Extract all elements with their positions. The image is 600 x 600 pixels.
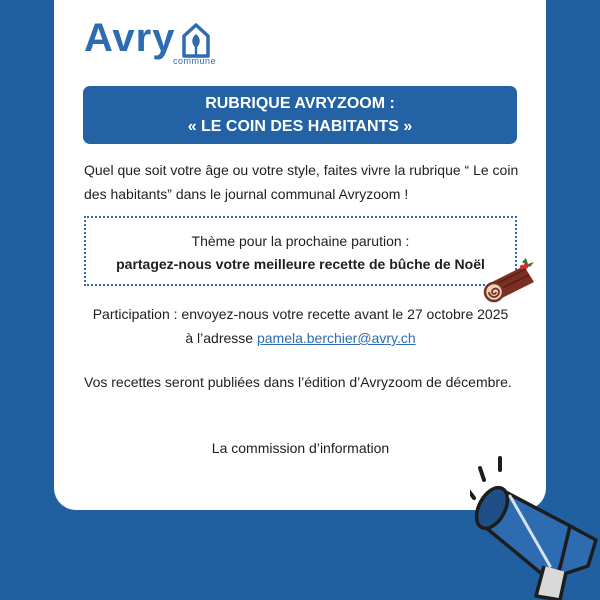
participation-line-1: Participation : envoyez-nous votre recette avant le 27 octobre 2025 [92,306,509,322]
publication-text: Vos recettes seront publiées dans l’édition d’Avryzoom de décembre. [84,374,512,390]
rubrique-title-banner [83,86,517,144]
email-link[interactable]: pamela.berchier@avry.ch [256,330,416,346]
theme-box [84,216,517,286]
title-line-1: RUBRIQUE AVRYZOOM : [205,95,395,112]
logo-wordmark: Avry [84,16,176,60]
participation-line-2 [84,326,517,350]
avry-logo [84,14,224,70]
megaphone-icon [470,436,600,600]
participation-text [84,302,517,350]
signature: La commission d’information [211,440,390,456]
house-tree-icon [181,22,211,58]
logo-subtitle: commune [173,56,217,66]
theme-heading: Thème pour la prochaine parution : [191,233,410,249]
buche-de-noel-icon [482,256,542,304]
title-line-2: « LE COIN DES HABITANTS » [187,118,413,135]
theme-subject: partagez-nous votre meilleure recette de bûche de Noël [116,256,485,272]
address-prefix: à l’adresse [185,330,257,346]
intro-text: Quel que soit votre âge ou votre style, faites vivre la rubrique “ Le coin des habitants” dans le journal communal Avryzoom ! [84,162,519,202]
